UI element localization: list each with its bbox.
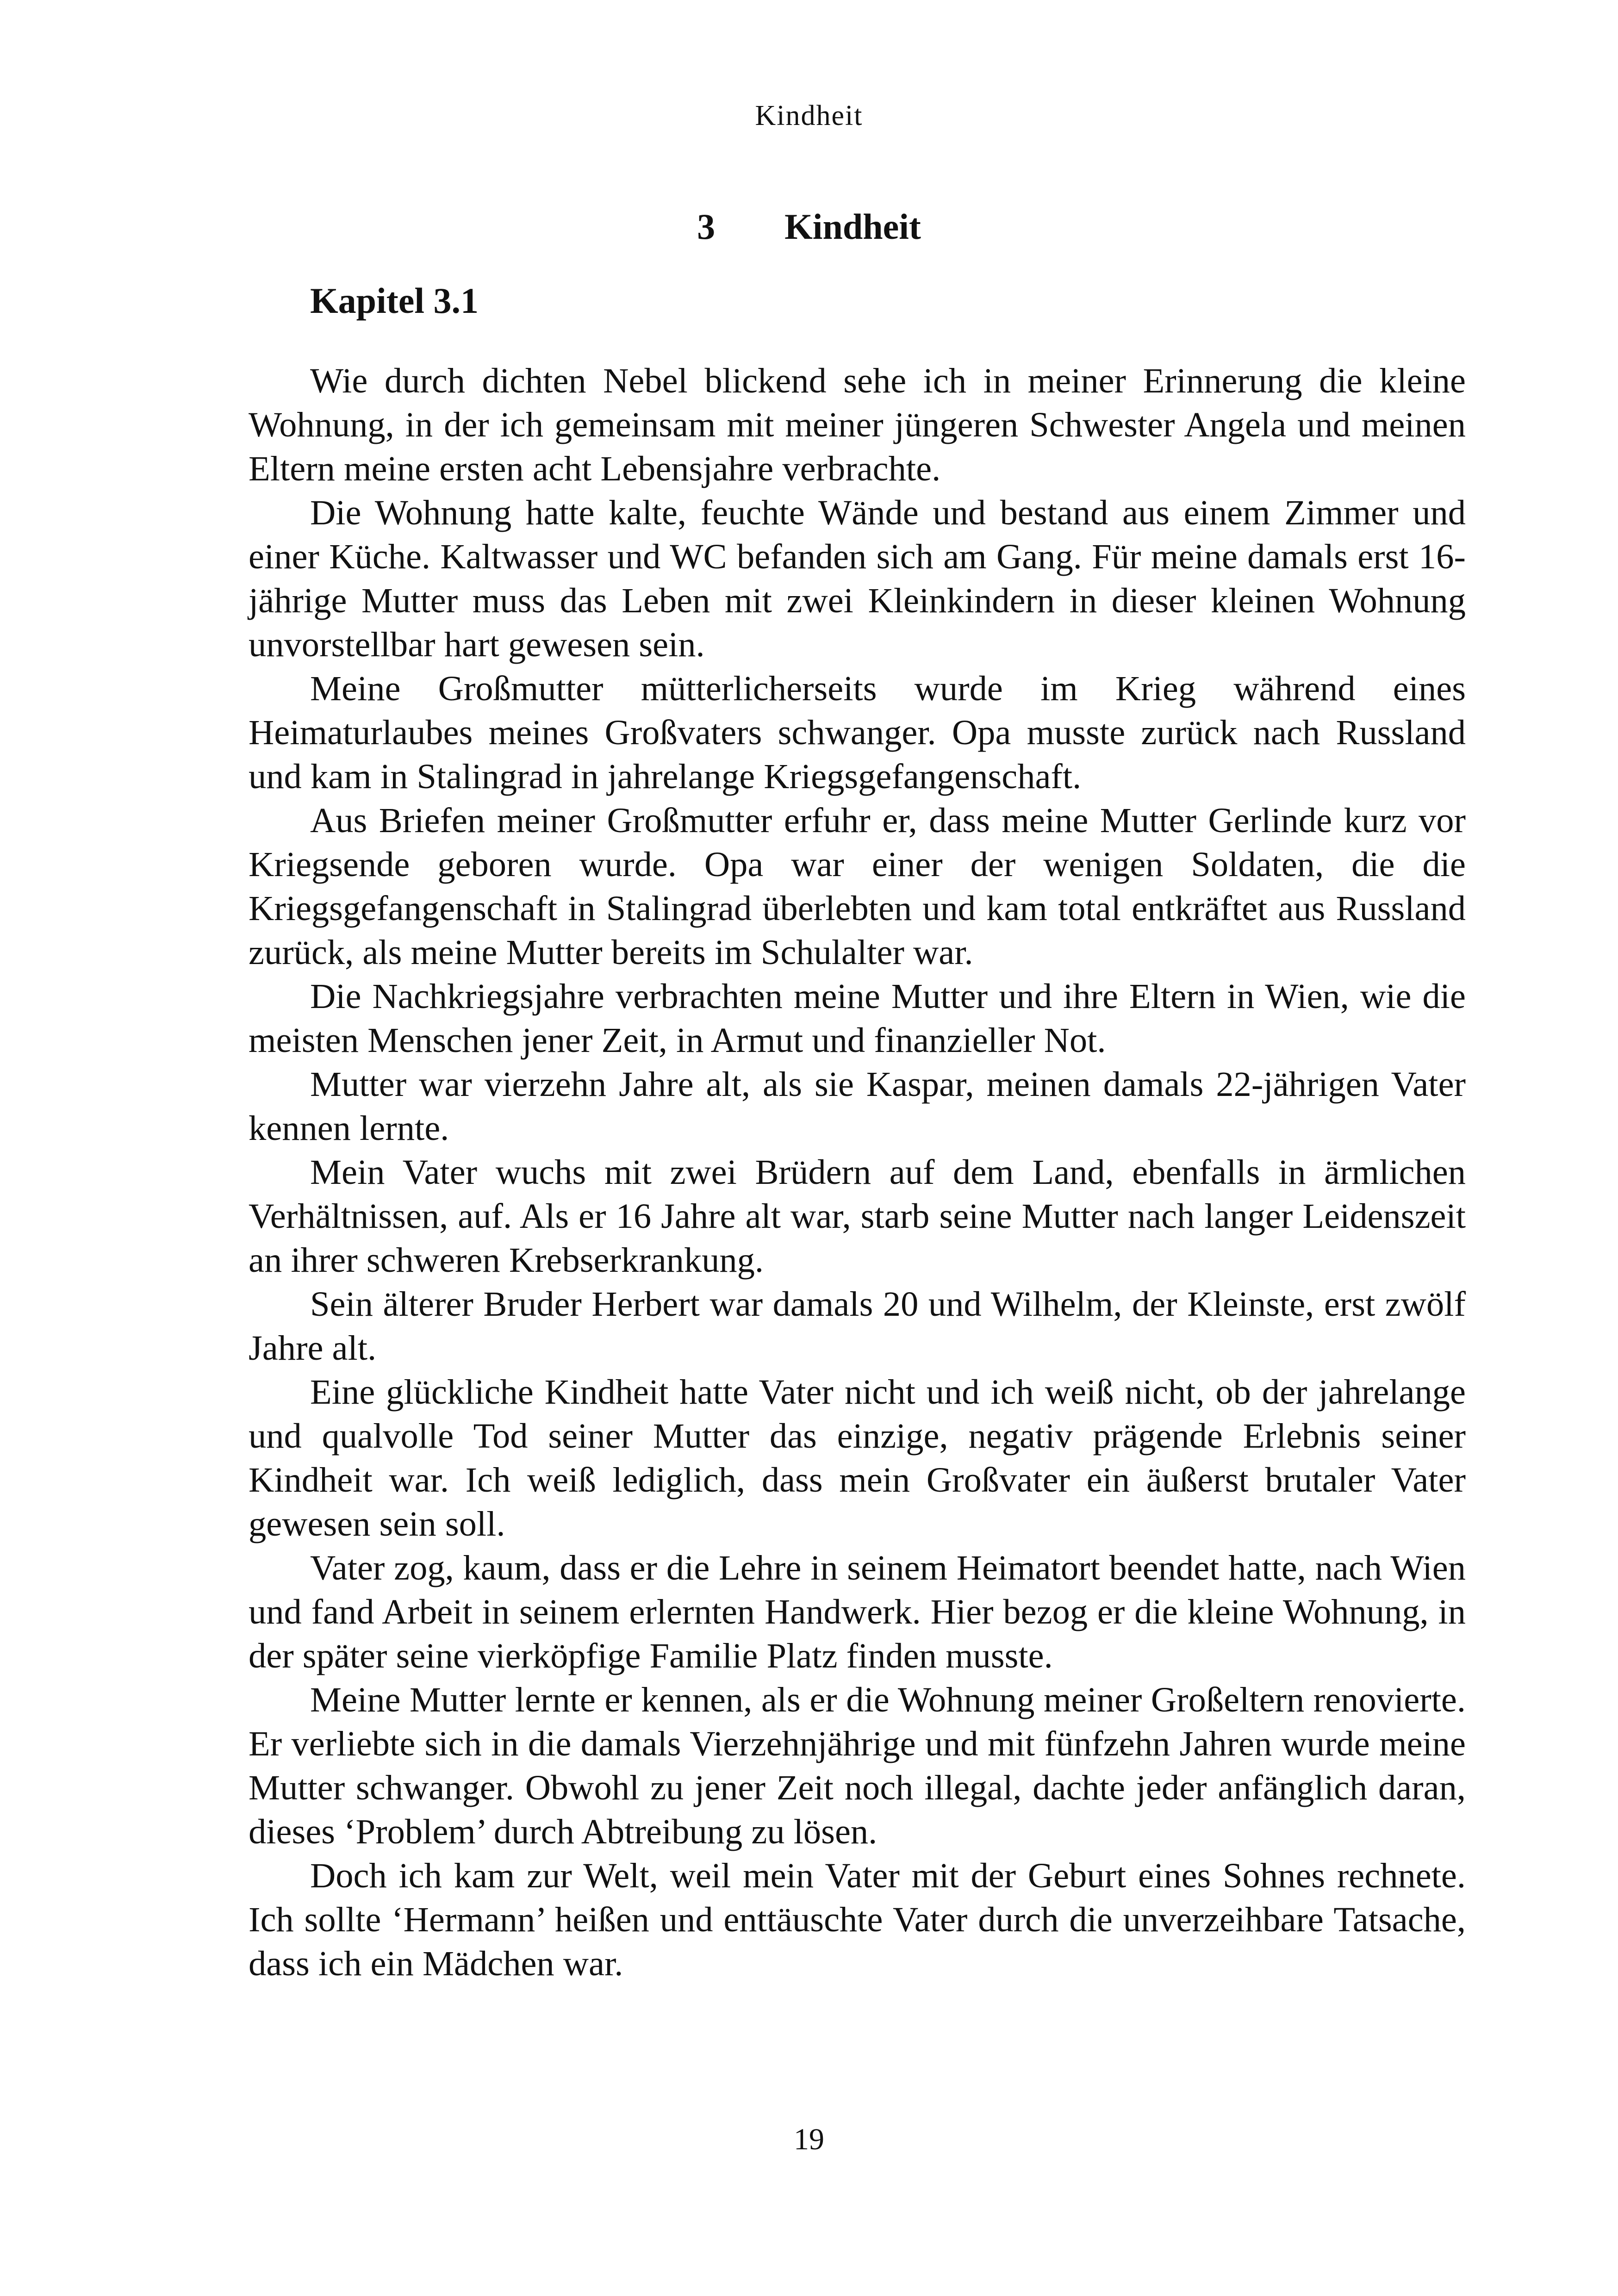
paragraph: Meine Mutter lernte er kennen, als er die Wohnung meiner Großeltern renovierte. Er verliebte sich in die damals Vierzehnjährige und mit fünfzehn Jahren wurde meine Mutter schwanger. Obwohl zu jener Zeit noch illegal, dachte jeder anfänglich daran, dieses ‘Problem’ durch Abtreibung zu lösen. [249,1680,1466,1851]
running-header: Kindheit [755,100,863,131]
paragraph: Eine glückliche Kindheit hatte Vater nicht und ich weiß nicht, ob der jahrelange und qualvolle Tod seiner Mutter das einzige, negativ prägende Erlebnis seiner Kindheit war. Ich weiß lediglich, dass mein Großvater ein äußerst brutaler Vater gewesen sein soll. [249,1372,1466,1543]
page-number: 19 [794,2122,824,2156]
body-text [249,359,1466,1985]
paragraph: Mein Vater wuchs mit zwei Brüdern auf dem Land, ebenfalls in ärmlichen Verhältnissen, auf. Als er 16 Jahre alt war, starb seine Mutter nach langer Leidenszeit an ihrer schweren Krebserkrankung. [249,1152,1466,1280]
subchapter-title: Kapitel 3.1 [310,280,479,321]
chapter-title: Kindheit [784,206,921,247]
chapter-number: 3 [697,206,716,247]
paragraph: Aus Briefen meiner Großmutter erfuhr er, dass meine Mutter Gerlinde kurz vor Kriegsende geboren wurde. Opa war einer der wenigen Soldaten, die die Kriegsgefangenschaft in Stalingrad überlebten und kam total entkräftet aus Russland zurück, als meine Mutter bereits im Schulalter war. [249,801,1466,972]
paragraph: Doch ich kam zur Welt, weil mein Vater mit der Geburt eines Sohnes rechnete. Ich sollte ‘Hermann’ heißen und enttäuschte Vater durch die unverzeihbare Tatsache, dass ich ein Mädchen war. [249,1856,1466,1983]
chapter-heading [0,206,1618,248]
paragraph: Sein älterer Bruder Herbert war damals 20 und Wilhelm, der Kleinste, erst zwölf Jahre alt. [249,1284,1466,1368]
paragraph: Die Nachkriegsjahre verbrachten meine Mutter und ihre Eltern in Wien, wie die meisten Menschen jener Zeit, in Armut und finanzieller Not. [249,977,1466,1060]
paragraph: Die Wohnung hatte kalte, feuchte Wände und bestand aus einem Zimmer und einer Küche. Kaltwasser und WC befanden sich am Gang. Für meine damals erst 16-jährige Mutter muss das Leben mit zwei Kleinkindern in dieser kleinen Wohnung unvorstellbar hart gewesen sein. [249,493,1466,664]
paragraph: Wie durch dichten Nebel blickend sehe ich in meiner Erinnerung die kleine Wohnung, in der ich gemeinsam mit meiner jüngeren Schwester Angela und meinen Eltern meine ersten acht Lebensjahre verbrachte. [249,361,1466,488]
paragraph: Meine Großmutter mütterlicherseits wurde im Krieg während eines Heimaturlaubes meines Großvaters schwanger. Opa musste zurück nach Russland und kam in Stalingrad in jahrelange Kriegsgefangenschaft. [249,669,1466,796]
paragraph: Vater zog, kaum, dass er die Lehre in seinem Heimatort beendet hatte, nach Wien und fand Arbeit in seinem erlernten Handwerk. Hier bezog er die kleine Wohnung, in der später seine vierköpfige Familie Platz finden musste. [249,1548,1466,1675]
paragraph: Mutter war vierzehn Jahre alt, als sie Kaspar, meinen damals 22-jährigen Vater kennen lernte. [249,1064,1466,1148]
